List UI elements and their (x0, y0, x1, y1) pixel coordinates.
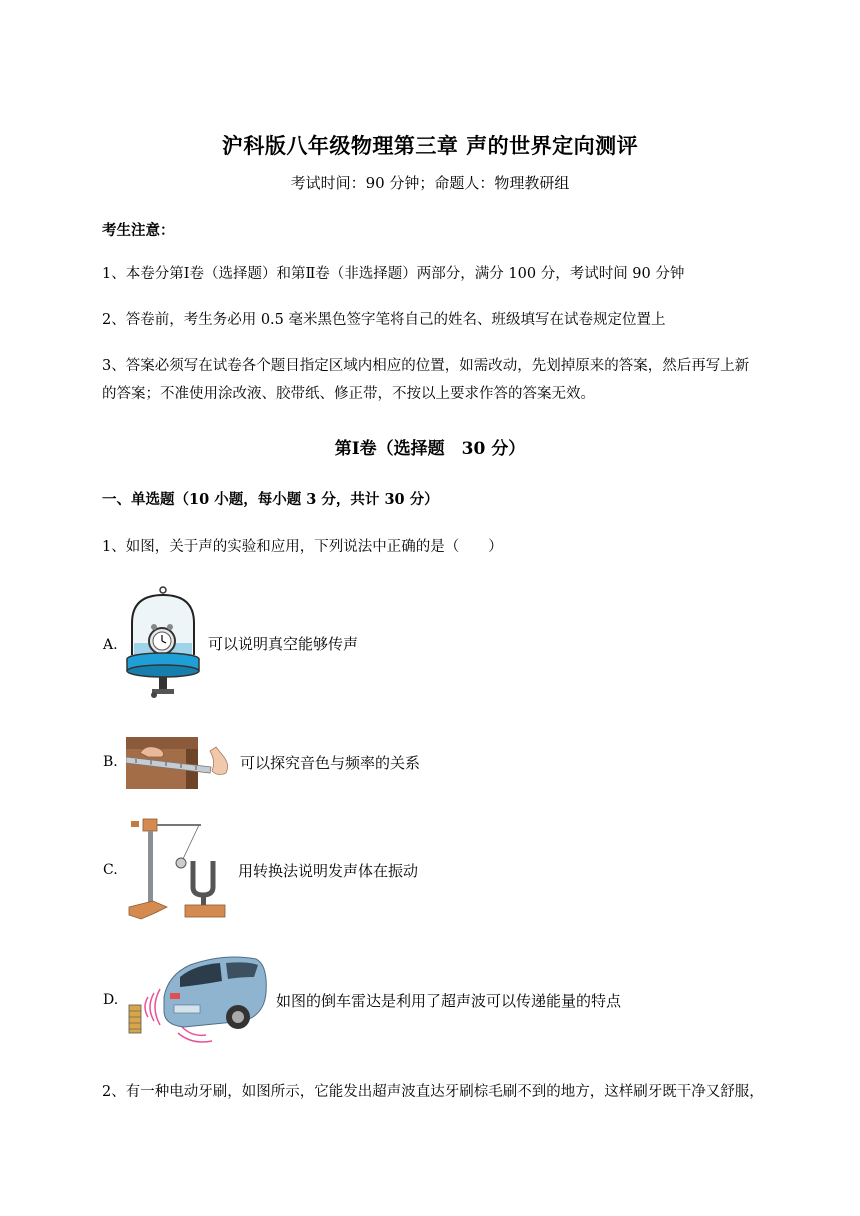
page-title: 沪科版八年级物理第三章 声的世界定向测评 (221, 133, 639, 158)
option-b-letter: B. (103, 754, 118, 770)
option-c-text: 用转换法说明发声体在振动 (238, 862, 419, 880)
notice-item-2: 2、答卷前，考生务必用 0.5 毫米黑色签字笔将自己的姓名、班级填写在试卷规定位置上 (102, 312, 666, 328)
option-a-letter: A. (103, 637, 118, 653)
option-b-text: 可以探究音色与频率的关系 (240, 754, 421, 772)
option-c-letter: C. (103, 862, 118, 878)
car-reversing-radar-figure (124, 953, 268, 1047)
notice-item-3: 3、答案必须写在试卷各个题目指定区域内相应的位置，如需改动，先划掉原来的答案，然后再写上新 (102, 358, 750, 374)
question-1-stem: 1、如图，关于声的实验和应用，下列说法中正确的是（ ） (102, 539, 503, 555)
option-a-text: 可以说明真空能够传声 (208, 635, 359, 653)
exam-info: 考试时间：90 分钟；命题人：物理教研组 (290, 174, 570, 192)
notice-item-3-continued: 的答案；不准使用涂改液、胶带纸、修正带，不按以上要求作答的答案无效。 (102, 386, 595, 402)
notice-heading: 考生注意： (102, 222, 175, 239)
notice-item-1: 1、本卷分第Ⅰ卷（选择题）和第Ⅱ卷（非选择题）两部分，满分 100 分，考试时间 90 分钟 (102, 266, 685, 282)
option-d-text: 如图的倒车雷达是利用了超声波可以传递能量的特点 (276, 992, 622, 1010)
ruler-on-table-figure (126, 733, 236, 791)
bell-jar-alarm-clock-figure (124, 585, 202, 701)
tuning-fork-pendulum-figure (127, 815, 229, 921)
question-2-stem: 2、有一种电动牙刷，如图所示，它能发出超声波直达牙刷棕毛刷不到的地方，这样刷牙既干净又舒服， (102, 1084, 764, 1100)
section-title: 第Ⅰ卷（选择题 30 分） (334, 439, 526, 459)
part-heading: 一、单选题（10 小题，每小题 3 分，共计 30 分） (102, 491, 439, 508)
option-d-letter: D. (103, 992, 119, 1008)
